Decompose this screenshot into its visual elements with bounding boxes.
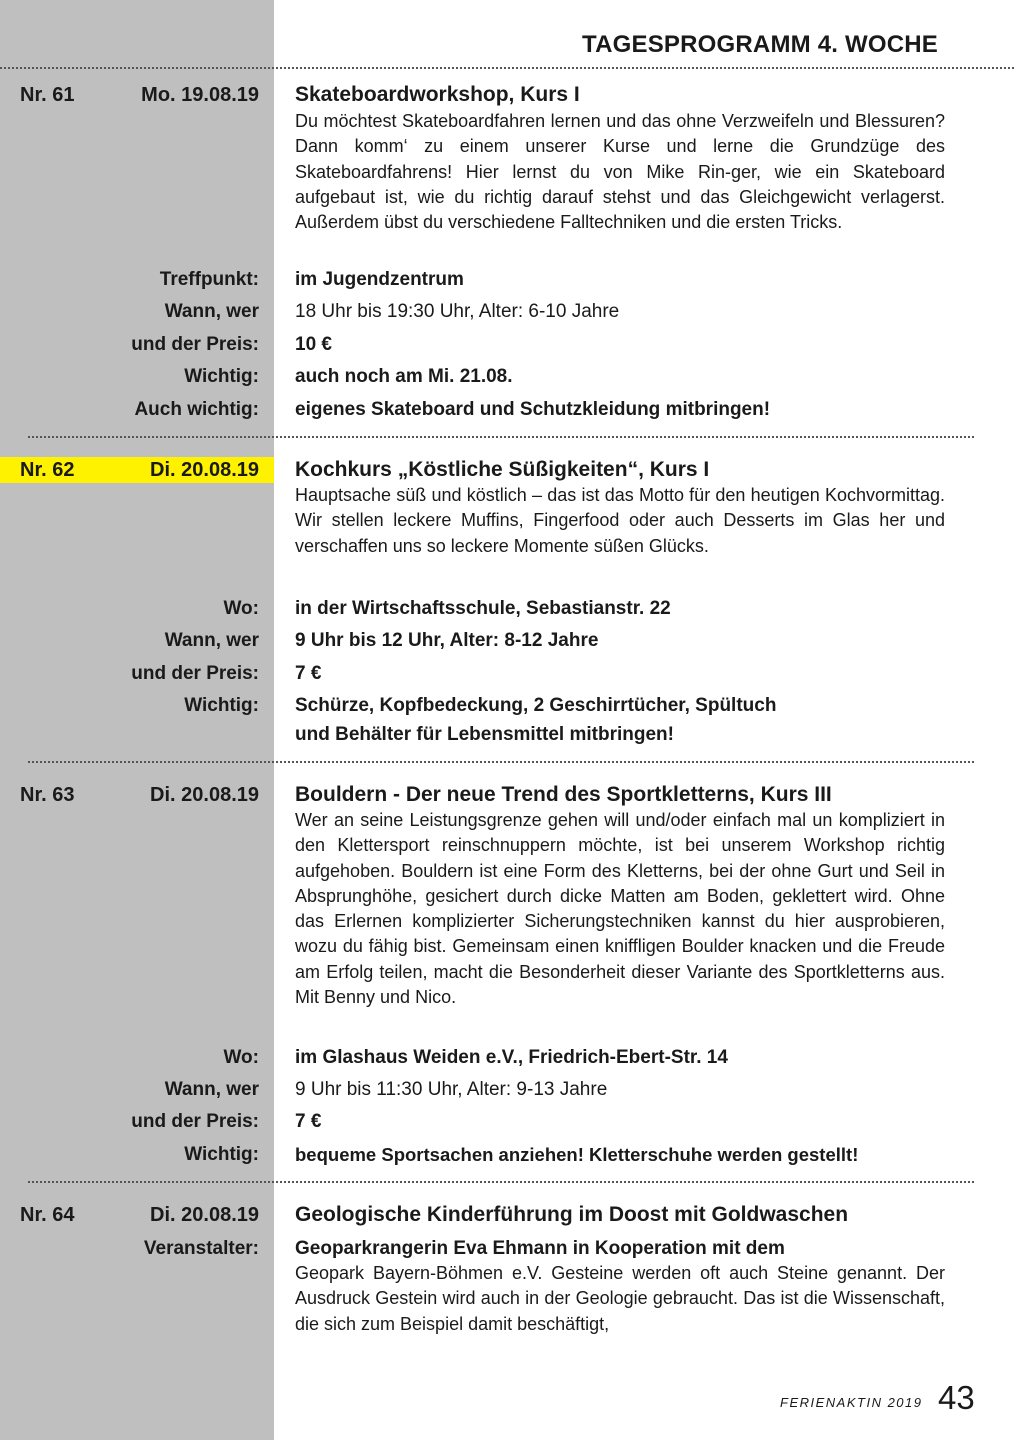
section-divider xyxy=(28,761,974,763)
detail-label: Treffpunkt: xyxy=(159,269,259,290)
event-date: Di. 20.08.19 xyxy=(150,784,259,806)
footer-brand: FERIENAKTIN 2019 xyxy=(780,1395,923,1410)
event-description: Du möchtest Skateboardfahren lernen und das ohne Verzweifeln und Blessuren? Dann komm‘ zu einem unserer Kurse und lerne die Grundzüge des Skateboardfahrens! Hier lernst du von Mike Rin-ger, wie ein Skateboard aufgebaut ist, wie du richtig darauf stehst und das Gleichgewicht verlagerst. Außerdem übst du verschiedene Falltechniken und die ersten Tricks. xyxy=(295,111,945,233)
event-description: Hauptsache süß und köstlich – das ist das Motto für den heutigen Kochvormittag. Wir stellen leckere Muffins, Fingerfood oder auch Desserts im Glas her und verschaffen uns so leckere Momente süßen Glücks. xyxy=(295,485,945,556)
event-title: Bouldern - Der neue Trend des Sportkletterns, Kurs III xyxy=(295,783,832,806)
detail-value: auch noch am Mi. 21.08. xyxy=(295,366,513,387)
detail-label: Wann, wer xyxy=(164,630,259,651)
detail-value: bequeme Sportsachen anziehen! Kletterschuhe werden gestellt! xyxy=(295,1144,859,1165)
detail-value: 7 € xyxy=(295,1111,322,1132)
event-number: Nr. 63 xyxy=(20,784,75,806)
detail-value: 18 Uhr bis 19:30 Uhr, Alter: 6-10 Jahre xyxy=(295,301,620,322)
event-title: Skateboardworkshop, Kurs I xyxy=(295,83,580,106)
detail-label: Veranstalter: xyxy=(143,1238,259,1259)
section-divider xyxy=(28,436,974,438)
detail-label: Wo: xyxy=(223,1047,259,1068)
event-title: Geologische Kinderführung im Doost mit Goldwaschen xyxy=(295,1203,849,1226)
detail-label: Auch wichtig: xyxy=(134,399,259,420)
section-divider xyxy=(28,1181,974,1183)
detail-value: Schürze, Kopfbedeckung, 2 Geschirrtücher, Spültuch xyxy=(295,695,777,716)
detail-label: und der Preis: xyxy=(131,334,259,355)
detail-value: 9 Uhr bis 11:30 Uhr, Alter: 9-13 Jahre xyxy=(295,1079,608,1100)
detail-label: Wann, wer xyxy=(164,301,259,322)
detail-label: Wichtig: xyxy=(184,1144,259,1165)
detail-value: im Glashaus Weiden e.V., Friedrich-Ebert-Str. 14 xyxy=(295,1047,728,1068)
event-description: Geopark Bayern-Böhmen e.V. Gesteine werden oft auch Steine genannt. Der Ausdruck Gestein wird auch in der Geologie gebraucht. Das ist die Wissenschaft, die sich zum Beispiel damit beschäftigt, xyxy=(295,1263,945,1334)
event-title: Kochkurs „Köstliche Süßigkeiten“, Kurs I xyxy=(295,458,710,481)
page-title: TAGESPROGRAMM 4. WOCHE xyxy=(582,31,938,58)
detail-label: und der Preis: xyxy=(131,1111,259,1132)
detail-value: 10 € xyxy=(295,334,332,355)
event-number: Nr. 62 xyxy=(20,459,75,481)
detail-value: im Jugendzentrum xyxy=(295,269,464,290)
event-description: Wer an seine Leistungsgrenze gehen will und/oder einfach mal un kompliziert in den Klettersport reinschnuppern möchte, ist bei unserem Workshop richtig aufgehoben. Bouldern ist eine Form des Kletterns, bei der ohne Gurt und Seil in Absprunghöhe, gesichert durch dicke Matten am Boden, geklettert wird. Ohne das Erlernen komplizierter Sicherungstechniken kannst du hier ausprobieren, wozu du fähig bist. Gemeinsam einen kniffligen Boulder knacken und die Freude am Erfolg teilen, macht die Besonderheit dieser Variante des Sportkletterns aus. Mit Benny und Nico. xyxy=(295,810,945,1008)
event-date: Mo. 19.08.19 xyxy=(141,84,259,106)
detail-label: Wann, wer xyxy=(164,1079,259,1100)
detail-label: Wichtig: xyxy=(184,366,259,387)
detail-value: 7 € xyxy=(295,663,322,684)
header-divider xyxy=(0,67,1014,69)
event-date: Di. 20.08.19 xyxy=(150,459,259,481)
detail-value-continued: und Behälter für Lebensmittel mitbringen! xyxy=(295,724,674,745)
detail-value: Geoparkrangerin Eva Ehmann in Kooperation mit dem xyxy=(295,1238,785,1259)
event-number: Nr. 61 xyxy=(20,84,75,106)
detail-label: Wo: xyxy=(223,598,259,619)
detail-label: Wichtig: xyxy=(184,695,259,716)
detail-value: eigenes Skateboard und Schutzkleidung mitbringen! xyxy=(295,399,771,420)
detail-value: in der Wirtschaftsschule, Sebastianstr. 22 xyxy=(295,598,671,619)
detail-value: 9 Uhr bis 12 Uhr, Alter: 8-12 Jahre xyxy=(295,630,599,651)
page-number: 43 xyxy=(938,1379,975,1416)
event-number: Nr. 64 xyxy=(20,1204,75,1226)
event-date: Di. 20.08.19 xyxy=(150,1204,259,1226)
detail-label: und der Preis: xyxy=(131,663,259,684)
